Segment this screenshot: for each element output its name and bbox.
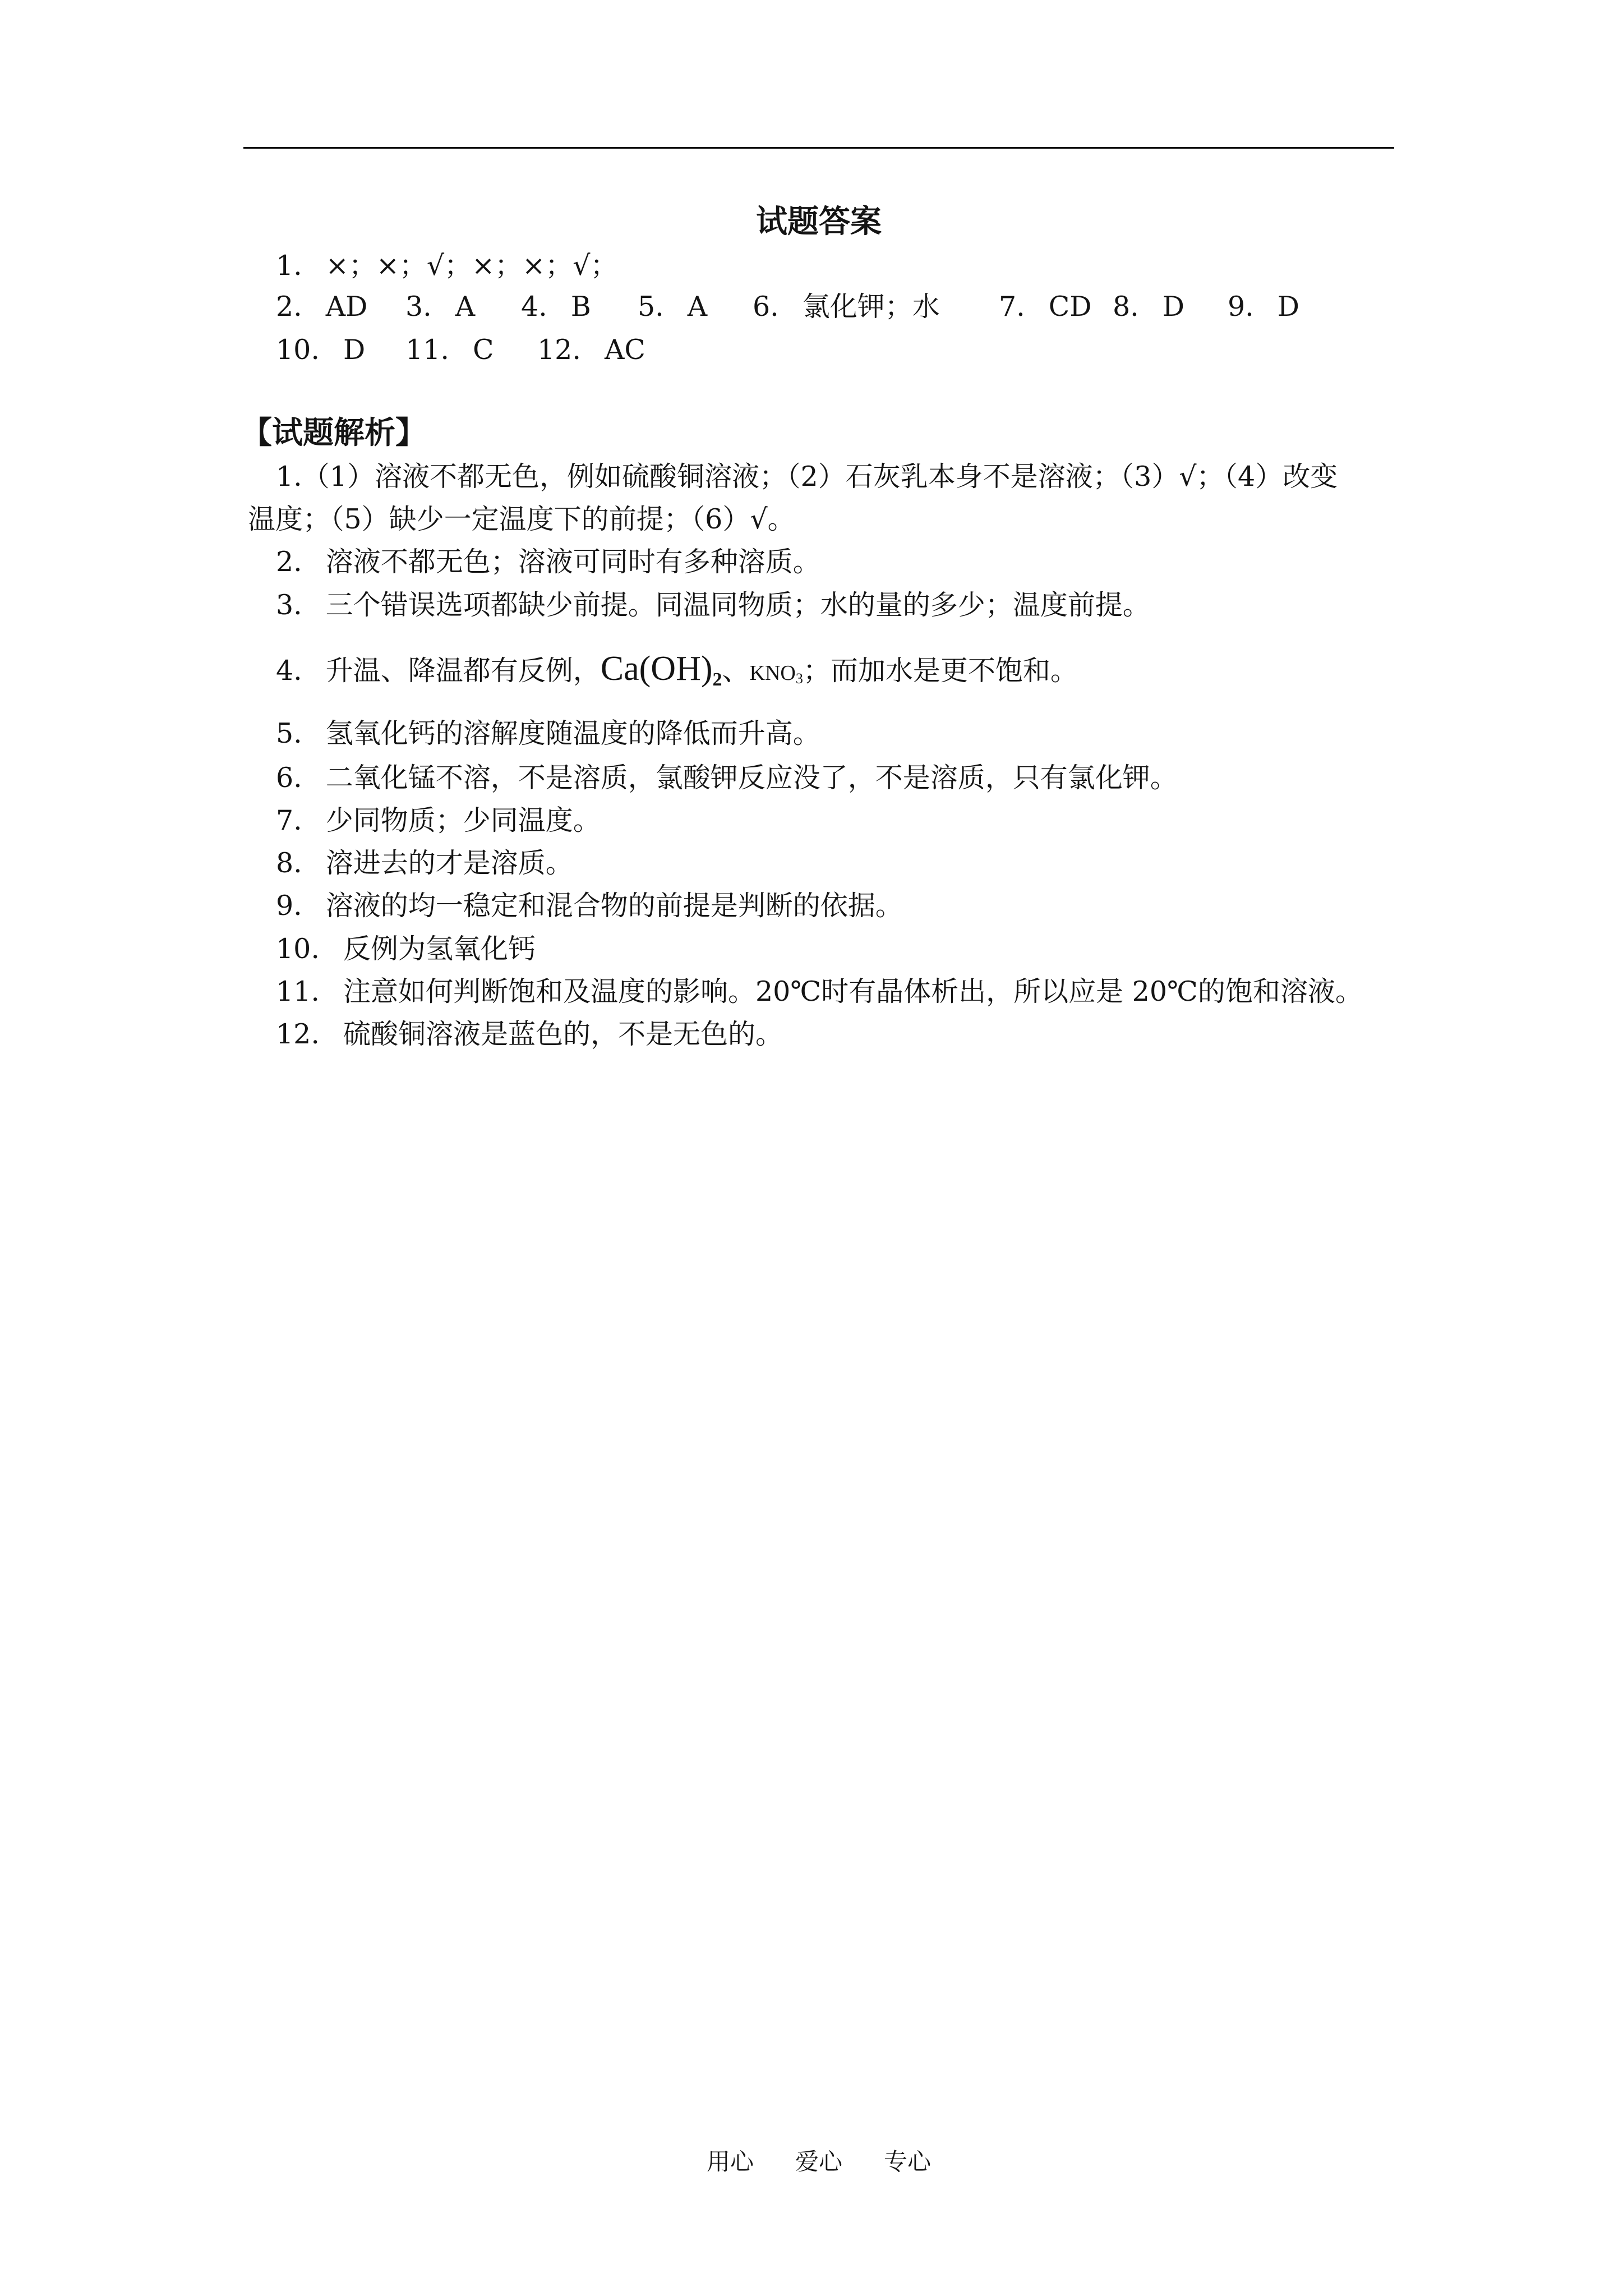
answers-title: 试题答案 xyxy=(756,203,882,240)
analysis-item-12 xyxy=(276,1018,783,1051)
answer-item xyxy=(276,249,617,283)
answer-number: 5. xyxy=(638,291,664,323)
formula-subscript: 3 xyxy=(795,670,803,687)
answer-value: D xyxy=(343,334,366,366)
answer-value: ×；×；√；×；×；√； xyxy=(325,250,618,282)
analysis-text: 温度；（5）缺少一定温度下的前提；（6）√。 xyxy=(248,503,795,535)
analysis-text: 氢氧化钙的溶解度随温度的降低而升高。 xyxy=(325,717,820,749)
answer-item xyxy=(405,333,494,367)
answer-item xyxy=(999,290,1092,324)
analysis-item-5 xyxy=(276,717,820,751)
answer-value: A xyxy=(687,291,708,323)
analysis-heading: 【试题解析】 xyxy=(241,414,427,450)
formula-subscript: 2 xyxy=(712,669,722,690)
analysis-item-2 xyxy=(276,545,820,579)
answer-number: 6. xyxy=(753,291,779,323)
analysis-number: 11. xyxy=(276,976,320,1007)
analysis-number: 3. xyxy=(276,589,302,621)
analysis-item-8 xyxy=(276,846,573,880)
analysis-text: （1）溶液不都无色，例如硫酸铜溶液；（2）石灰乳本身不是溶液；（3）√；（4）改变 xyxy=(302,461,1338,493)
analysis-item-1-continued xyxy=(248,503,795,536)
analysis-number: 8. xyxy=(276,847,302,879)
analysis-text: 溶进去的才是溶质。 xyxy=(325,847,573,879)
answer-item xyxy=(276,290,367,324)
formula-calcium-hydroxide xyxy=(601,650,722,688)
answer-value: AD xyxy=(325,291,368,323)
analysis-text: 反例为氢氧化钙 xyxy=(343,933,536,965)
answers-row-1 xyxy=(0,249,1623,283)
analysis-number: 12. xyxy=(276,1018,320,1050)
analysis-item-9 xyxy=(276,889,903,923)
analysis-text: 二氧化锰不溶，不是溶质，氯酸钾反应没了，不是溶质，只有氯化钾。 xyxy=(325,762,1178,794)
answer-value: D xyxy=(1162,291,1185,323)
answer-number: 11. xyxy=(405,334,449,366)
answer-item xyxy=(276,333,365,367)
answer-item xyxy=(521,290,591,324)
analysis-number: 2. xyxy=(276,546,302,578)
analysis-number: 1. xyxy=(276,461,302,493)
analysis-text: 三个错误选项都缺少前提。同温同物质；水的量的多少；温度前提。 xyxy=(325,589,1150,621)
answer-value: CD xyxy=(1048,291,1092,323)
answer-value: C xyxy=(472,334,494,366)
analysis-item-10 xyxy=(276,932,536,966)
analysis-number: 4. xyxy=(276,655,302,687)
answer-number: 3. xyxy=(405,291,432,323)
answer-item xyxy=(638,290,707,324)
footer-word: 用心 xyxy=(706,2148,754,2175)
answer-number: 2. xyxy=(276,291,302,323)
analysis-item-11 xyxy=(276,975,1363,1009)
footer-word: 专心 xyxy=(884,2148,932,2175)
analysis-item-7 xyxy=(276,804,601,838)
answer-item xyxy=(1228,290,1299,324)
analysis-item-3 xyxy=(276,588,1150,622)
footer-word: 爱心 xyxy=(795,2148,842,2175)
analysis-item-4 xyxy=(276,649,1078,688)
answer-number: 1. xyxy=(276,250,302,282)
analysis-number: 9. xyxy=(276,890,302,922)
analysis-number: 10. xyxy=(276,933,320,965)
analysis-text: 注意如何判断饱和及温度的影响。20℃时有晶体析出，所以应是 20℃的饱和溶液。 xyxy=(343,976,1363,1007)
formula-potassium-nitrate xyxy=(750,661,803,685)
analysis-item-6 xyxy=(276,761,1178,795)
answers-row-3 xyxy=(0,333,1623,367)
answer-number: 8. xyxy=(1113,291,1139,323)
header-rule xyxy=(243,147,1394,149)
analysis-item-1 xyxy=(276,460,1338,494)
analysis-text: 升温、降温都有反例， xyxy=(325,655,601,687)
analysis-text: 溶液不都无色；溶液可同时有多种溶质。 xyxy=(325,546,820,578)
answer-item xyxy=(1113,290,1184,324)
analysis-text: 溶液的均一稳定和混合物的前提是判断的依据。 xyxy=(325,890,903,922)
answer-item xyxy=(405,290,475,324)
formula-base: Ca(OH) xyxy=(600,650,713,688)
answer-value: A xyxy=(455,291,476,323)
answer-value: AC xyxy=(604,334,645,366)
answer-item xyxy=(753,290,940,324)
answer-number: 4. xyxy=(521,291,547,323)
answer-number: 9. xyxy=(1228,291,1254,323)
analysis-number: 6. xyxy=(276,762,302,794)
analysis-text: 少同物质；少同温度。 xyxy=(325,804,601,836)
answer-number: 12. xyxy=(537,334,581,366)
answer-value: 氯化钾；水 xyxy=(802,291,940,323)
page-footer xyxy=(243,2146,1394,2178)
answer-value: B xyxy=(570,291,591,323)
analysis-number: 5. xyxy=(276,717,302,749)
answer-number: 10. xyxy=(276,334,320,366)
analysis-text: 硫酸铜溶液是蓝色的，不是无色的。 xyxy=(343,1018,783,1050)
formula-separator: 、 xyxy=(722,655,750,687)
answer-value: D xyxy=(1277,291,1300,323)
formula-base: KNO xyxy=(749,661,796,685)
analysis-text: ；而加水是更不饱和。 xyxy=(803,655,1078,687)
answers-row-2 xyxy=(0,290,1623,324)
answer-item xyxy=(537,333,645,367)
analysis-number: 7. xyxy=(276,804,302,836)
answer-number: 7. xyxy=(999,291,1025,323)
